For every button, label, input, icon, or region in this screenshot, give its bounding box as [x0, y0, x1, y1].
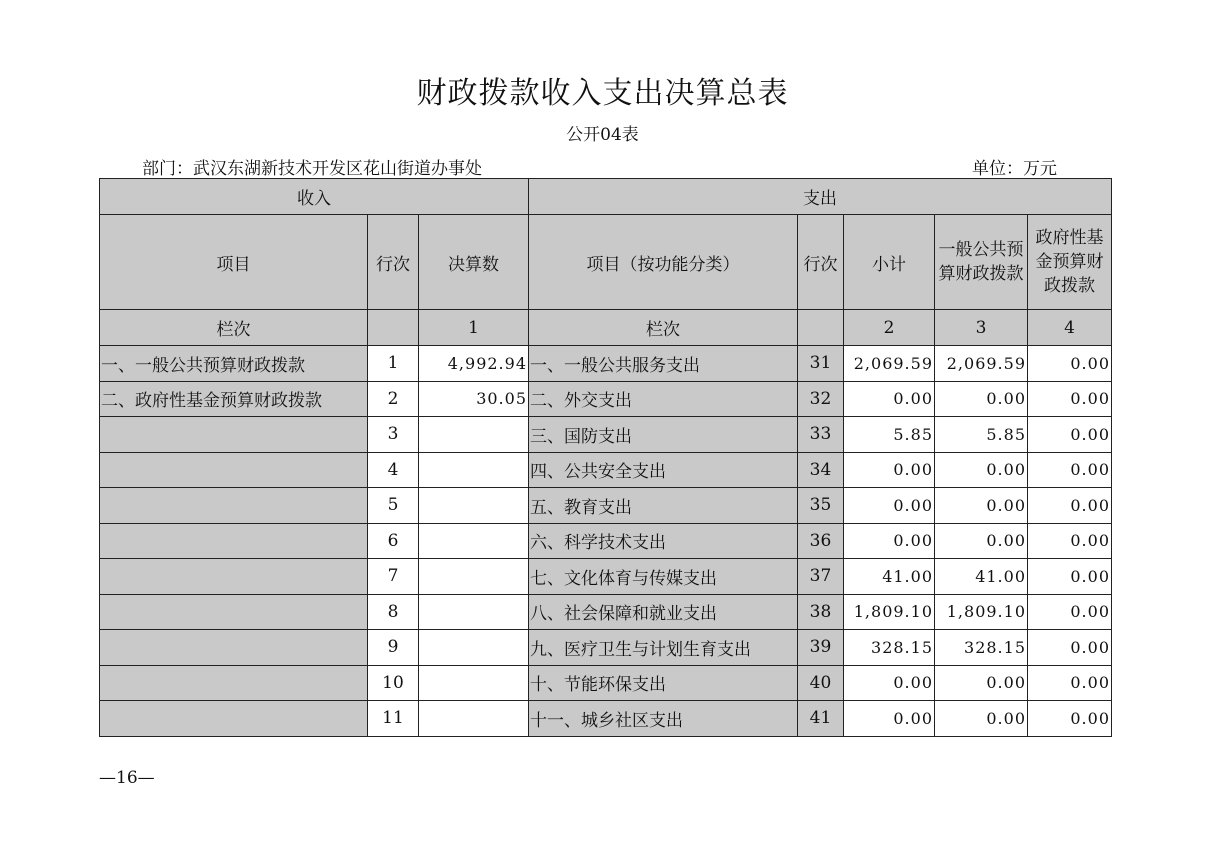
expense-row-no-cell: 40 [798, 665, 844, 701]
col-header-subtotal: 小计 [844, 215, 935, 310]
income-item-cell [100, 452, 368, 488]
column-index-1: 1 [419, 310, 529, 346]
general-budget-cell: 0.00 [935, 488, 1028, 524]
column-index-3: 3 [935, 310, 1028, 346]
subtotal-cell: 0.00 [844, 381, 935, 417]
header-row-columns [100, 215, 1112, 310]
income-item-cell [100, 488, 368, 524]
income-amount-cell [419, 488, 529, 524]
gov-fund-cell: 0.00 [1028, 594, 1112, 630]
table-row [100, 488, 1112, 524]
income-item-cell [100, 523, 368, 559]
column-index-empty [368, 310, 419, 346]
expense-row-no-cell: 41 [798, 701, 844, 737]
income-amount-cell [419, 452, 529, 488]
expense-row-no-cell: 35 [798, 488, 844, 524]
gov-fund-cell: 0.00 [1028, 488, 1112, 524]
income-row-no-cell: 4 [368, 452, 419, 488]
gov-fund-cell: 0.00 [1028, 559, 1112, 595]
financial-summary-table [99, 178, 1112, 737]
income-amount-cell [419, 665, 529, 701]
col-header-gov-fund: 政府性基金预算财政拨款 [1028, 215, 1112, 310]
general-budget-cell: 2,069.59 [935, 346, 1028, 382]
income-amount-cell [419, 594, 529, 630]
income-item-cell [100, 701, 368, 737]
income-amount-cell [419, 559, 529, 595]
general-budget-cell: 41.00 [935, 559, 1028, 595]
expense-row-no-cell: 32 [798, 381, 844, 417]
column-index-empty-2 [798, 310, 844, 346]
expense-item-cell: 一、一般公共服务支出 [529, 346, 798, 382]
subtotal-cell: 5.85 [844, 417, 935, 453]
table-row [100, 594, 1112, 630]
income-row-no-cell: 8 [368, 594, 419, 630]
table-row [100, 630, 1112, 666]
department-label: 部门：武汉东湖新技术开发区花山街道办事处 [142, 159, 482, 179]
expense-row-no-cell: 33 [798, 417, 844, 453]
income-amount-cell [419, 523, 529, 559]
table-code: 公开04表 [566, 125, 639, 145]
income-amount-cell [419, 630, 529, 666]
expense-row-no-cell: 31 [798, 346, 844, 382]
header-row-group [100, 179, 1112, 215]
unit-label: 单位：万元 [972, 159, 1057, 179]
income-amount-cell [419, 701, 529, 737]
expense-item-cell: 三、国防支出 [529, 417, 798, 453]
table-row [100, 523, 1112, 559]
page-title: 财政拨款收入支出决算总表 [416, 76, 789, 111]
subtotal-cell: 2,069.59 [844, 346, 935, 382]
subtotal-cell: 0.00 [844, 701, 935, 737]
expense-row-no-cell: 39 [798, 630, 844, 666]
income-row-no-cell: 10 [368, 665, 419, 701]
subtotal-cell: 1,809.10 [844, 594, 935, 630]
table-row [100, 701, 1112, 737]
table-row [100, 417, 1112, 453]
income-item-cell [100, 594, 368, 630]
income-row-no-cell: 1 [368, 346, 419, 382]
subtotal-cell: 0.00 [844, 523, 935, 559]
subtotal-cell: 0.00 [844, 665, 935, 701]
general-budget-cell: 0.00 [935, 452, 1028, 488]
table-row [100, 665, 1112, 701]
expense-row-no-cell: 34 [798, 452, 844, 488]
gov-fund-cell: 0.00 [1028, 346, 1112, 382]
general-budget-cell: 1,809.10 [935, 594, 1028, 630]
gov-fund-cell: 0.00 [1028, 417, 1112, 453]
income-item-cell: 一、一般公共预算财政拨款 [100, 346, 368, 382]
gov-fund-cell: 0.00 [1028, 452, 1112, 488]
income-row-no-cell: 9 [368, 630, 419, 666]
gov-fund-cell: 0.00 [1028, 630, 1112, 666]
general-budget-cell: 0.00 [935, 523, 1028, 559]
column-index-2: 2 [844, 310, 935, 346]
gov-fund-cell: 0.00 [1028, 701, 1112, 737]
subtotal-cell: 41.00 [844, 559, 935, 595]
expense-item-cell: 七、文化体育与传媒支出 [529, 559, 798, 595]
expense-row-no-cell: 36 [798, 523, 844, 559]
income-item-cell [100, 417, 368, 453]
income-amount-cell [419, 417, 529, 453]
expense-item-cell: 九、医疗卫生与计划生育支出 [529, 630, 798, 666]
page-number: —16— [99, 768, 155, 788]
subtotal-cell: 0.00 [844, 452, 935, 488]
expense-row-no-cell: 38 [798, 594, 844, 630]
column-label: 栏次 [100, 310, 368, 346]
general-budget-cell: 0.00 [935, 701, 1028, 737]
income-header: 收入 [100, 179, 529, 215]
income-item-cell: 二、政府性基金预算财政拨款 [100, 381, 368, 417]
general-budget-cell: 328.15 [935, 630, 1028, 666]
column-index-4: 4 [1028, 310, 1112, 346]
expense-item-cell: 十、节能环保支出 [529, 665, 798, 701]
header-row-index [100, 310, 1112, 346]
col-header-row-no-2: 行次 [798, 215, 844, 310]
subtotal-cell: 328.15 [844, 630, 935, 666]
col-header-item-by-function: 项目（按功能分类） [529, 215, 798, 310]
expense-item-cell: 八、社会保障和就业支出 [529, 594, 798, 630]
income-item-cell [100, 630, 368, 666]
expense-item-cell: 六、科学技术支出 [529, 523, 798, 559]
expense-item-cell: 五、教育支出 [529, 488, 798, 524]
gov-fund-cell: 0.00 [1028, 523, 1112, 559]
table-row [100, 452, 1112, 488]
expense-item-cell: 四、公共安全支出 [529, 452, 798, 488]
col-header-item: 项目 [100, 215, 368, 310]
income-amount-cell: 30.05 [419, 381, 529, 417]
table-row [100, 559, 1112, 595]
expense-row-no-cell: 37 [798, 559, 844, 595]
expense-header: 支出 [529, 179, 1112, 215]
general-budget-cell: 0.00 [935, 381, 1028, 417]
expense-item-cell: 十一、城乡社区支出 [529, 701, 798, 737]
col-header-general-budget: 一般公共预算财政拨款 [935, 215, 1028, 310]
general-budget-cell: 5.85 [935, 417, 1028, 453]
table-row [100, 346, 1112, 382]
income-amount-cell: 4,992.94 [419, 346, 529, 382]
income-row-no-cell: 11 [368, 701, 419, 737]
col-header-final-amount: 决算数 [419, 215, 529, 310]
gov-fund-cell: 0.00 [1028, 665, 1112, 701]
subtotal-cell: 0.00 [844, 488, 935, 524]
col-header-row-no: 行次 [368, 215, 419, 310]
income-row-no-cell: 3 [368, 417, 419, 453]
income-item-cell [100, 665, 368, 701]
table-row [100, 381, 1112, 417]
income-row-no-cell: 2 [368, 381, 419, 417]
expense-item-cell: 二、外交支出 [529, 381, 798, 417]
gov-fund-cell: 0.00 [1028, 381, 1112, 417]
column-label-2: 栏次 [529, 310, 798, 346]
general-budget-cell: 0.00 [935, 665, 1028, 701]
income-row-no-cell: 5 [368, 488, 419, 524]
income-row-no-cell: 6 [368, 523, 419, 559]
income-row-no-cell: 7 [368, 559, 419, 595]
income-item-cell [100, 559, 368, 595]
